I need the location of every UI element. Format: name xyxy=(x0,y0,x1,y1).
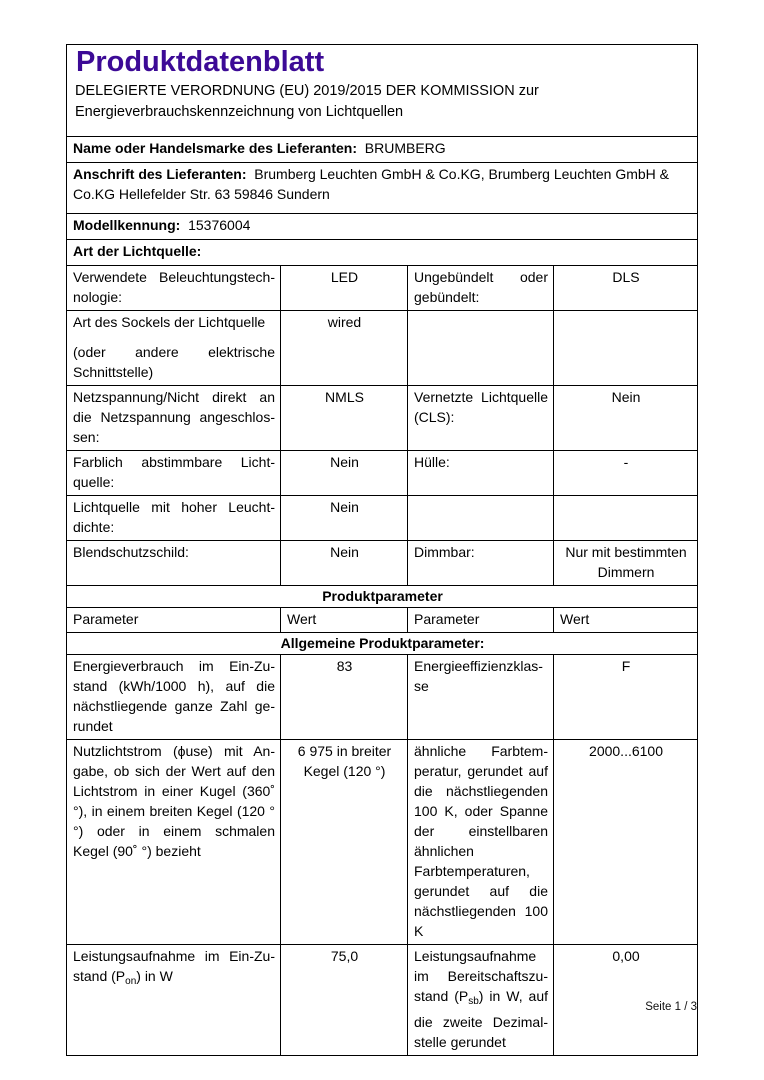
param-label-line2: (oder andere elektrische Schnittstelle) xyxy=(73,344,275,380)
table-row xyxy=(67,541,698,586)
title-cell xyxy=(67,45,698,137)
regulation-text: DELEGIERTE VERORDNUNG (EU) 2019/2015 DER KOMMISSION zur Energieverbrauchskennzeichnung von Lichtquellen xyxy=(75,83,539,120)
param-label: Dimmbar: xyxy=(408,541,554,586)
column-header: Wert xyxy=(554,608,698,633)
light-source-type-row xyxy=(67,240,698,266)
param-value: 75,0 xyxy=(281,945,408,1056)
param-label: Verwendete Beleuchtungstechnologie: xyxy=(67,266,281,311)
param-value: Nein xyxy=(281,496,408,541)
param-label: Energieverbrauch im Ein-Zustand (kWh/1000 h), auf die nächstliegende ganze Zahl gerundet xyxy=(67,655,281,740)
param-value: NMLS xyxy=(281,386,408,451)
param-label-text: Leistungsaufnahme im Ein-Zustand (P xyxy=(73,948,275,984)
column-header-row xyxy=(67,608,698,633)
param-label-text: Leistungsaufnahme im Bereitschaftszustand (P xyxy=(414,948,548,1004)
param-label: Vernetzte Lichtquelle (CLS): xyxy=(408,386,554,451)
table-row xyxy=(67,266,698,311)
param-label-subscript: sb xyxy=(468,996,479,1007)
param-label xyxy=(67,311,281,386)
param-value: 0,00 xyxy=(554,945,698,1056)
subsection-header-row xyxy=(67,633,698,655)
param-value: 83 xyxy=(281,655,408,740)
param-label: Energieeffizienzklasse xyxy=(408,655,554,740)
param-label: ähnliche Farbtemperatur, gerundet auf die nächstliegenden 100 K, oder Spanne der einstellbaren ähnlichen Farbtemperaturen, gerundet auf die nächstliegenden 100 K xyxy=(408,740,554,945)
param-label xyxy=(408,945,554,1056)
param-value: 6 975 in breiter Kegel (120 °) xyxy=(281,740,408,945)
param-label: Hülle: xyxy=(408,451,554,496)
section-header-row xyxy=(67,586,698,608)
param-value: Nein xyxy=(554,386,698,451)
column-header: Parameter xyxy=(408,608,554,633)
column-header: Wert xyxy=(281,608,408,633)
light-source-type-cell xyxy=(67,240,698,266)
supplier-name-label: Name oder Handelsmarke des Lieferanten: xyxy=(73,140,357,156)
model-value: 15376004 xyxy=(188,217,251,233)
param-value: Nein xyxy=(281,541,408,586)
param-label-line1: Art des Sockels der Lichtquelle xyxy=(73,314,266,330)
param-value: LED xyxy=(281,266,408,311)
table-row xyxy=(67,311,698,386)
supplier-address-value: Brumberg Leuchten GmbH & Co.KG, Brumberg Leuchten GmbH & Co.KG Hellefelder Str. 63 59846 Sundern xyxy=(73,166,670,202)
model-cell xyxy=(67,214,698,240)
table-row xyxy=(67,945,698,1056)
param-value xyxy=(554,496,698,541)
table-row xyxy=(67,655,698,740)
param-label: Netzspannung/Nicht direkt an die Netzspannung angeschlossen: xyxy=(67,386,281,451)
supplier-name-row xyxy=(67,137,698,163)
param-label-subscript: on xyxy=(125,976,137,987)
param-label: Lichtquelle mit hoher Leuchtdichte: xyxy=(67,496,281,541)
supplier-address-row xyxy=(67,163,698,214)
datasheet-table xyxy=(66,44,698,1056)
supplier-name-cell xyxy=(67,137,698,163)
param-label: Nutzlichtstrom (ϕuse) mit Angabe, ob sich der Wert auf den Lichtstrom in einer Kugel (360˚ °), in einem breiten Kegel (120 °°) oder in einem schmalen Kegel (90˚ °) bezieht xyxy=(67,740,281,945)
column-header: Parameter xyxy=(67,608,281,633)
table-row xyxy=(67,451,698,496)
supplier-address-label: Anschrift des Lieferanten: xyxy=(73,166,247,182)
param-value: 2000...6100 xyxy=(554,740,698,945)
table-row xyxy=(67,496,698,541)
param-value: DLS xyxy=(554,266,698,311)
param-value: Nein xyxy=(281,451,408,496)
model-label: Modellkennung: xyxy=(73,217,181,233)
page-number: Seite 1 / 3 xyxy=(645,1001,697,1013)
section-title: Produktparameter xyxy=(67,586,698,608)
param-label: Ungebündelt oder gebündelt: xyxy=(408,266,554,311)
param-label-text: ) in W, auf die zweite Dezimalstelle gerundet xyxy=(414,988,549,1050)
subsection-title: Allgemeine Produktparameter: xyxy=(67,633,698,655)
title-row xyxy=(67,45,698,137)
param-label: Blendschutzschild: xyxy=(67,541,281,586)
param-value: wired xyxy=(281,311,408,386)
page-title: Produktdatenblatt xyxy=(76,46,325,78)
table-row xyxy=(67,386,698,451)
param-label-text: ) in W xyxy=(136,968,173,984)
model-row xyxy=(67,214,698,240)
param-label: Farblich abstimmbare Lichtquelle: xyxy=(67,451,281,496)
param-label xyxy=(408,311,554,386)
supplier-address-cell xyxy=(67,163,698,214)
supplier-name-value: BRUMBERG xyxy=(364,140,446,156)
param-label xyxy=(67,945,281,1056)
param-value: - xyxy=(554,451,698,496)
light-source-type-label: Art der Lichtquelle: xyxy=(73,243,202,259)
param-value xyxy=(554,311,698,386)
param-label xyxy=(408,496,554,541)
param-value: F xyxy=(554,655,698,740)
param-value: Nur mit bestimmten Dimmern xyxy=(554,541,698,586)
table-row xyxy=(67,740,698,945)
